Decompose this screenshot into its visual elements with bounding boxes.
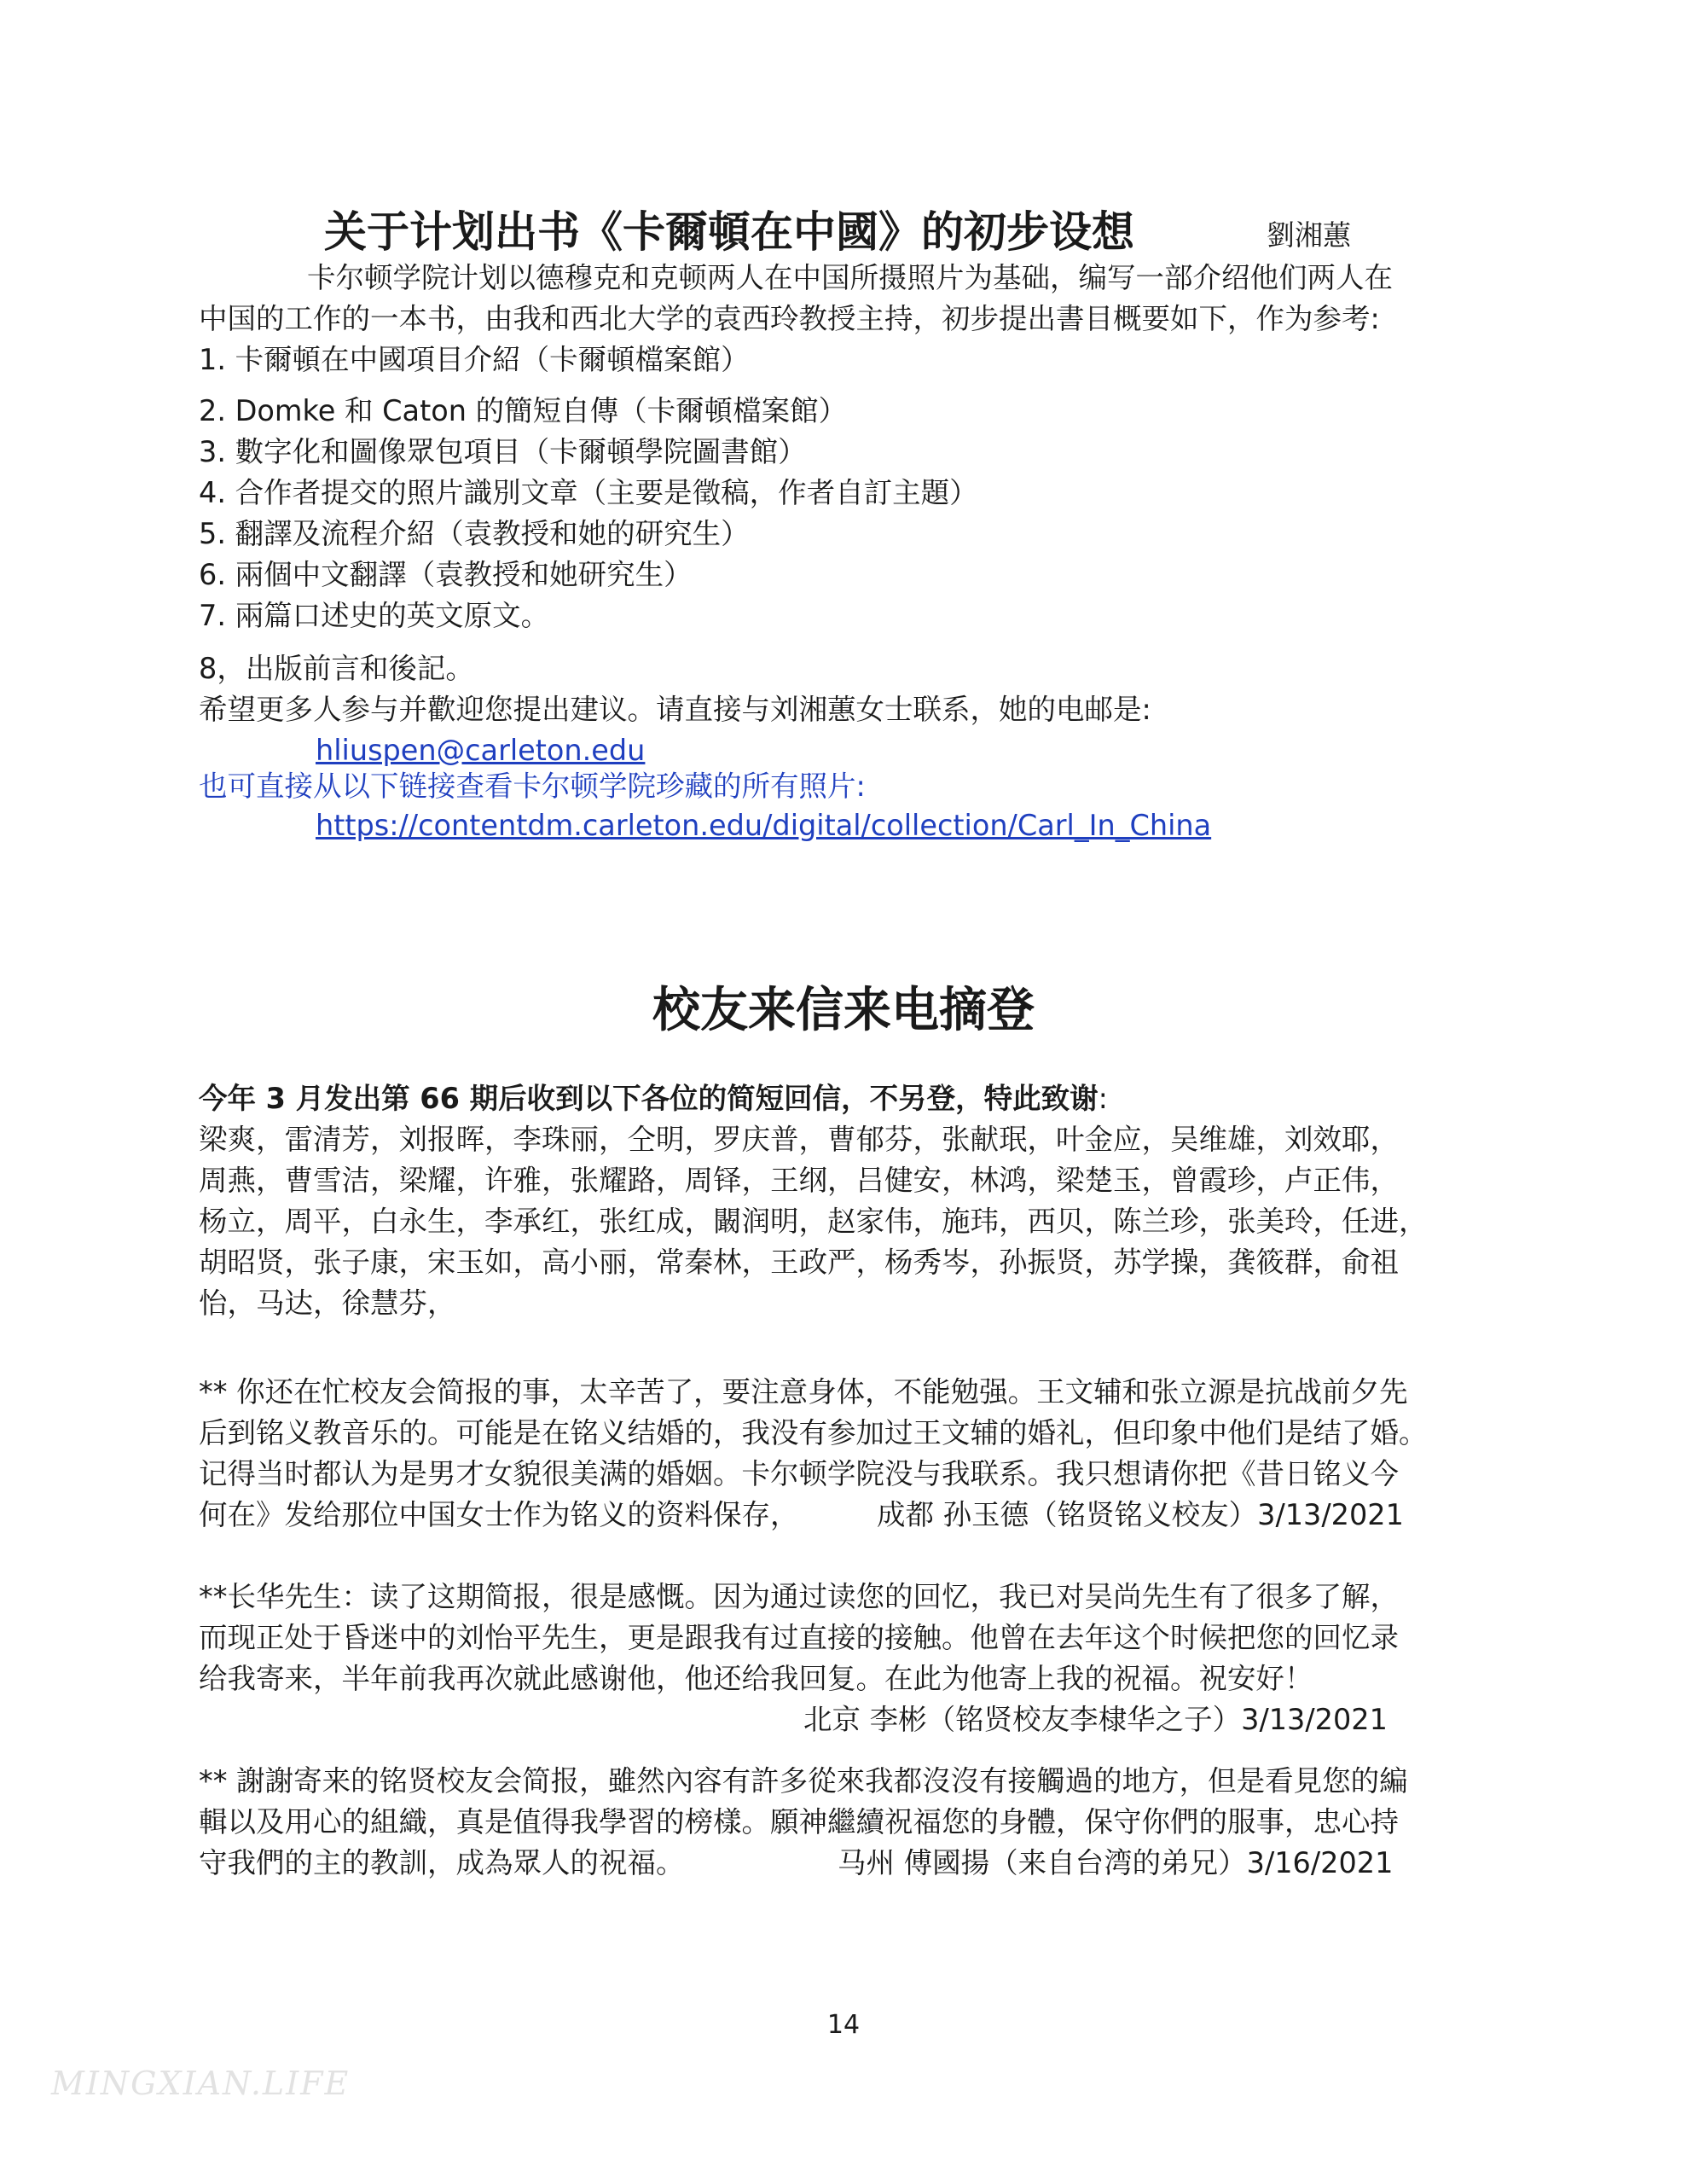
email-link[interactable]: hliuspen@carleton.edu [316,734,646,767]
letter1-line-3: 记得当时都认为是男才女貌很美满的婚姻。卡尔顿学院没与我联系。我只想请你把《昔日铭义今 [199,1457,1399,1490]
article2-title: 校友来信来电摘登 [652,983,1035,1038]
letter2-line-2: 而现正处于昏迷中的刘怡平先生，更是跟我有过直接的接触。他曾在去年这个时候把您的回忆录 [199,1621,1399,1654]
contact-text: 希望更多人参与并歡迎您提出建议。请直接与刘湘蕙女士联系，她的电邮是: [199,693,1151,726]
article1-title: 关于计划出书《卡爾頓在中國》的初步设想 [324,207,1134,257]
lead-text: 今年 3 月发出第 66 期后收到以下各位的简短回信，不另登，特此致谢 [199,1082,1099,1115]
acknowledgement-lead [199,1078,1108,1119]
toc-item-2: 2. Domke 和 Caton 的簡短自傳（卡爾頓檔案館） [199,394,848,427]
letter3-signature: 马州 傅國揚（来自台湾的弟兄）3/16/2021 [838,1846,1394,1879]
intro-line-1: 卡尔顿学院计划以德穆克和克顿两人在中国所摄照片为基础，编写一部介绍他们两人在 [307,261,1393,294]
names-line-3: 杨立，周平，白永生，李承红，张红成，闞润明，赵家伟，施玮，西贝，陈兰珍，张美玲，任进， [199,1205,1428,1238]
letter1-line-2: 后到铭义教音乐的。可能是在铭义结婚的，我没有参加过王文辅的婚礼，但印象中他们是结了婚。 [199,1416,1428,1449]
page-number: 14 [826,2010,861,2040]
toc-item-8: 8，出版前言和後記。 [199,652,474,685]
letter3-line-1: ** 謝謝寄来的铭贤校友会简报，雖然內容有許多從來我都沒沒有接觸過的地方，但是看見您的編 [199,1764,1408,1798]
toc-item-5: 5. 翻譯及流程介紹（袁教授和她的研究生） [199,517,750,550]
letter1-signature: 成都 孙玉德（铭贤铭义校友）3/13/2021 [877,1498,1404,1531]
toc-item-1: 1. 卡爾頓在中國項目介紹（卡爾頓檔案館） [199,343,750,376]
photo-link-text: 也可直接从以下链接查看卡尔顿学院珍藏的所有照片: [199,770,866,803]
letter1-line-1: ** 你还在忙校友会简报的事，太辛苦了，要注意身体，不能勉强。王文辅和张立源是抗战前夕先 [199,1375,1408,1409]
toc-item-3: 3. 數字化和圖像眾包項目（卡爾頓學院圖書館） [199,435,807,468]
toc-item-6: 6. 兩個中文翻譯（袁教授和她研究生） [199,558,693,591]
collection-url-link[interactable]: https://contentdm.carleton.edu/digital/collection/Carl_In_China [316,809,1212,842]
letter3-line-2: 輯以及用心的組織，真是值得我學習的榜樣。願神繼續祝福您的身體，保守你們的服事，忠心持 [199,1805,1399,1838]
letter1-line-4: 何在》发给那位中国女士作为铭义的资料保存， [199,1498,799,1531]
names-line-4: 胡昭贤，张子康，宋玉如，高小丽，常秦林，王政严，杨秀岑，孙振贤，苏学操，龚筱群，俞祖 [199,1246,1399,1279]
letter2-line-1: **长华先生：读了这期简报，很是感慨。因为通过读您的回忆，我已对吴尚先生有了很多了解， [199,1580,1399,1613]
watermark: MINGXIAN.LIFE [51,2065,351,2102]
names-line-5: 怡，马达，徐慧芬， [199,1287,456,1320]
toc-item-7: 7. 兩篇口述史的英文原文。 [199,599,550,632]
names-line-1: 梁爽，雷清芳，刘报晖，李珠丽，仝明，罗庆普，曹郁芬，张献珉，叶金应，吴维雄，刘效耶， [199,1123,1399,1156]
toc-item-4: 4. 合作者提交的照片識別文章（主要是徵稿，作者自訂主題） [199,476,978,509]
names-line-2: 周燕，曹雪洁，梁耀，许雅，张耀路，周铎，王纲，吕健安，林鸿，梁楚玉，曾霞珍，卢正伟， [199,1164,1399,1197]
article1-author: 劉湘蕙 [1267,218,1351,252]
lead-colon: : [1098,1082,1108,1115]
intro-line-2: 中国的工作的一本书，由我和西北大学的袁西玲教授主持，初步提出書目概要如下，作为参考: [199,302,1380,335]
letter3-line-3: 守我們的主的教訓，成為眾人的祝福。 [199,1846,685,1879]
letter2-signature: 北京 李彬（铭贤校友李棣华之子）3/13/2021 [803,1703,1388,1736]
letter2-line-3: 给我寄来，半年前我再次就此感谢他，他还给我回复。在此为他寄上我的祝福。祝安好！ [199,1662,1313,1695]
